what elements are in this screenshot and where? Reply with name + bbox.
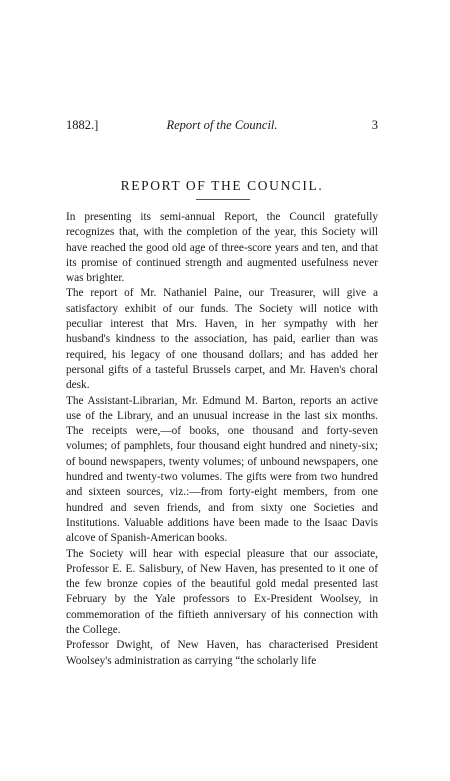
- running-head: [66, 118, 378, 134]
- running-head-year: 1882.]: [66, 118, 99, 132]
- paragraph-4: The Society will hear with especial pleasure that our associate, Professor E. E. Salisbury, of New Haven, has presented to it one of the few bronze copies of the beautiful gold medal presented last February by the Yale professors to Ex-President Woolsey, in commemoration of the fiftieth anniversary of his connection with the College.: [66, 547, 378, 637]
- paragraph-3: The Assistant-Librarian, Mr. Edmund M. Barton, reports an active use of the Library, and an unusual increase in the last six months. The receipts were,—of books, one thousand and forty-seven volumes; of pamphlets, four thousand eight hundred and ninety-six; of bound newspapers, twenty volumes; of unbound newspapers, one hundred and twenty-two volumes. The gifts were from two hundred and sixteen sources, viz.:—from forty-eight members, from one hundred and seven friends, and from sixty one Societies and Institutions. Valuable additions have been made to the Isaac Davis alcove of Spanish-American books.: [66, 394, 378, 545]
- paragraph-5: Professor Dwight, of New Haven, has characterised President Woolsey's administration as carrying “the scholarly life: [66, 639, 378, 667]
- page-number: 3: [371, 118, 378, 132]
- paragraph-1: In presenting its semi-annual Report, the Council gratefully recognizes that, with the completion of the year, this Society will have reached the good old age of three-score years and ten, and that its promise of continued strength and augmented usefulness never was brighter.: [66, 211, 378, 285]
- section-title: REPORT OF THE COUNCIL.: [120, 178, 324, 193]
- title-rule: [196, 199, 250, 200]
- paragraph-2: The report of Mr. Nathaniel Paine, our Treasurer, will give a satisfactory exhibit of our funds. The Society will notice with peculiar interest that Mrs. Haven, in her sympathy with her husband's kindness to the association, has paid, earlier than was required, his legacy of one thousand dollars; and has added her personal gifts of a tasteful Brussels carpet, and Mr. Haven's choral desk.: [66, 287, 378, 392]
- body-text: [66, 210, 378, 669]
- running-head-title: Report of the Council.: [166, 118, 278, 132]
